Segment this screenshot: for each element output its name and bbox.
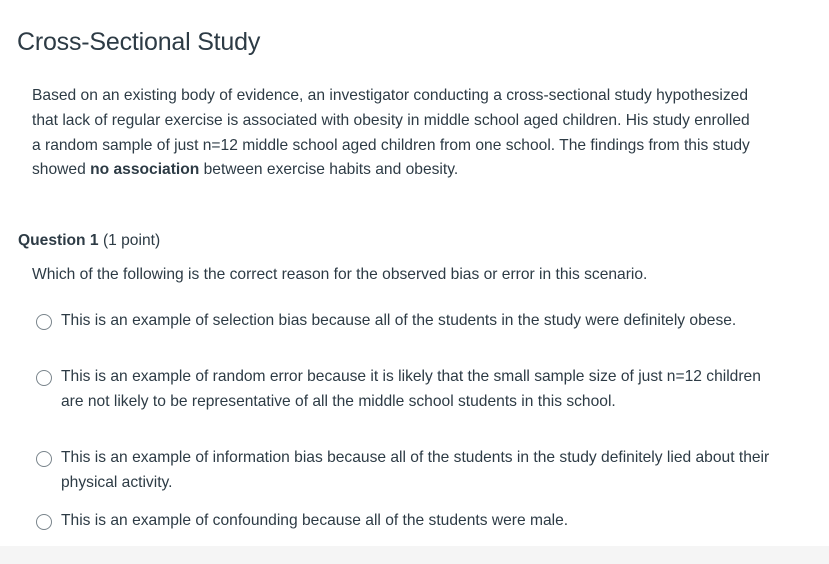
- question-prompt: Which of the following is the correct reason for the observed bias or error in this scenario.: [32, 266, 648, 283]
- scenario-text-start: Based on an existing body of evidence, an investigator conducting a cross-sectional study hypothesized that lack of regular exercise is associated with obesity in middle school aged children. His study enrolled a random sample of just n=12 middle school aged children from one school. The findings from this study showed: [32, 87, 750, 179]
- question-points: (1 point): [102, 232, 161, 249]
- answer-option-c[interactable]: [36, 445, 776, 495]
- radio-unchecked-icon[interactable]: [36, 314, 52, 330]
- page-footer-strip: [0, 546, 829, 564]
- question-header: [18, 232, 160, 250]
- answer-option-label[interactable]: This is an example of selection bias because all of the students in the study were definitely obese.: [61, 312, 737, 329]
- answer-option-b[interactable]: [36, 364, 776, 414]
- page-title: Cross-Sectional Study: [17, 28, 261, 56]
- question-number: Question 1: [18, 232, 99, 249]
- scenario-description: [32, 84, 762, 183]
- scenario-emphasis: no association: [90, 161, 200, 179]
- answer-option-a[interactable]: [36, 308, 776, 333]
- radio-unchecked-icon[interactable]: [36, 514, 52, 530]
- answer-option-label[interactable]: This is an example of random error because it is likely that the small sample size of just n=12 children are not likely to be representative of all the middle school students in this school.: [61, 368, 761, 410]
- answer-option-label[interactable]: This is an example of confounding because all of the students were male.: [61, 512, 569, 529]
- answer-option-d[interactable]: [36, 508, 776, 533]
- radio-unchecked-icon[interactable]: [36, 451, 52, 467]
- radio-unchecked-icon[interactable]: [36, 370, 52, 386]
- scenario-text-end: between exercise habits and obesity.: [199, 161, 459, 179]
- answer-option-label[interactable]: This is an example of information bias because all of the students in the study definitely lied about their physical activity.: [61, 449, 770, 491]
